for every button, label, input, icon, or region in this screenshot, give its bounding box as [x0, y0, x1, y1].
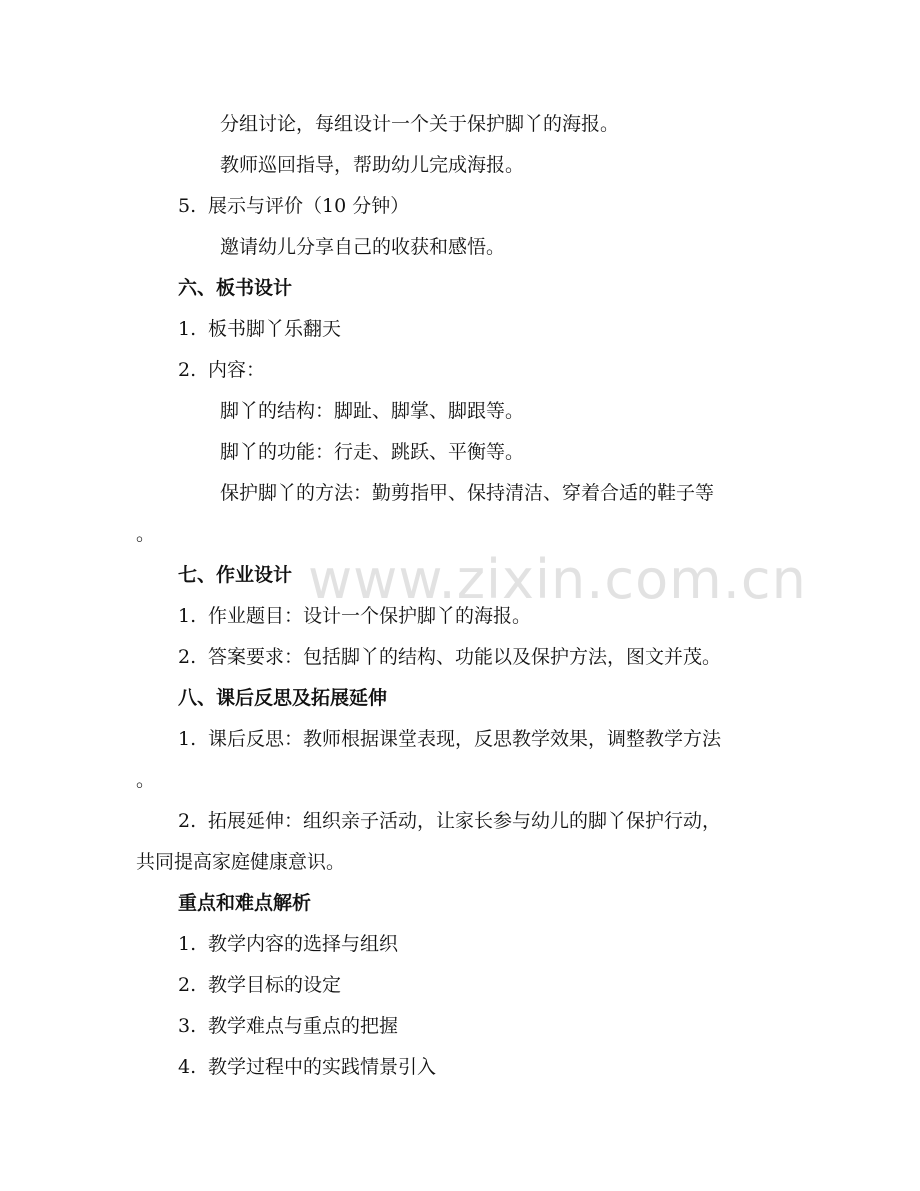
list-number: 1. — [178, 728, 197, 750]
section-heading-reflection — [178, 686, 387, 710]
list-number: 2. — [178, 359, 197, 381]
list-number: 3. — [178, 1015, 197, 1037]
heading-text: 重点和难点解析 — [178, 892, 312, 914]
line-text: 保护脚丫的方法：勤剪指甲、保持清洁、穿着合适的鞋子等 — [220, 482, 715, 504]
line-text: 共同提高家庭健康意识。 — [136, 851, 346, 873]
line-text: 脚丫的结构：脚趾、脚掌、脚跟等。 — [220, 400, 525, 422]
line-text: 教学难点与重点的把握 — [208, 1015, 399, 1037]
line-text: 答案要求：包括脚丫的结构、功能以及保护方法，图文并茂。 — [208, 646, 722, 668]
list-number: 5. — [178, 195, 197, 217]
list-number: 1. — [178, 933, 197, 955]
list-number: 1. — [178, 605, 197, 627]
list-number: 1. — [178, 318, 197, 340]
list-item-5 — [178, 194, 409, 218]
list-number: 4. — [178, 1056, 197, 1078]
line-text: 。 — [136, 523, 156, 545]
wrapped-continuation — [136, 850, 345, 874]
line-text: 。 — [136, 769, 156, 791]
section-heading-homework-design — [178, 563, 292, 587]
line-text: 内容： — [208, 359, 266, 381]
line-text: 拓展延伸：组织亲子活动，让家长参与幼儿的脚丫保护行动， — [208, 810, 722, 832]
section-heading-board-design — [178, 276, 292, 300]
list-item-1 — [178, 604, 531, 628]
list-item-1 — [178, 932, 398, 956]
foot-protection-line — [220, 481, 714, 505]
watermark: www.zixin.com.cn — [308, 548, 807, 611]
list-item-2 — [178, 973, 341, 997]
list-item-4 — [178, 1055, 436, 1079]
line-text: 教师巡回指导，帮助幼儿完成海报。 — [220, 154, 525, 176]
list-number: 2. — [178, 974, 197, 996]
list-item-1 — [178, 317, 341, 341]
teacher-guidance-line — [220, 153, 524, 177]
line-text: 课后反思：教师根据课堂表现，反思教学效果，调整教学方法 — [208, 728, 722, 750]
group-discussion-line — [220, 112, 619, 136]
foot-function-line — [220, 440, 524, 464]
line-text: 脚丫的功能：行走、跳跃、平衡等。 — [220, 441, 525, 463]
list-item-2 — [178, 809, 721, 833]
list-number: 2. — [178, 646, 197, 668]
heading-text: 八、课后反思及拓展延伸 — [178, 687, 388, 709]
line-text: 教学目标的设定 — [208, 974, 342, 996]
wrapped-period — [136, 522, 155, 546]
heading-text: 六、板书设计 — [178, 277, 293, 299]
heading-text: 七、作业设计 — [178, 564, 293, 586]
line-text: 板书脚丫乐翻天 — [208, 318, 342, 340]
line-text: 邀请幼儿分享自己的收获和感悟。 — [220, 236, 506, 258]
share-line — [220, 235, 505, 259]
list-number: 2. — [178, 810, 197, 832]
list-item-3 — [178, 1014, 398, 1038]
list-item-1 — [178, 727, 721, 751]
section-heading-key-points — [178, 891, 311, 915]
list-item-2 — [178, 358, 265, 382]
line-text: 作业题目：设计一个保护脚丫的海报。 — [208, 605, 532, 627]
wrapped-period — [136, 768, 155, 792]
list-item-2 — [178, 645, 721, 669]
line-text: 教学内容的选择与组织 — [208, 933, 399, 955]
line-text: 展示与评价（10 分钟） — [208, 195, 410, 217]
line-text: 教学过程中的实践情景引入 — [208, 1056, 437, 1078]
foot-structure-line — [220, 399, 524, 423]
line-text: 分组讨论，每组设计一个关于保护脚丫的海报。 — [220, 113, 620, 135]
